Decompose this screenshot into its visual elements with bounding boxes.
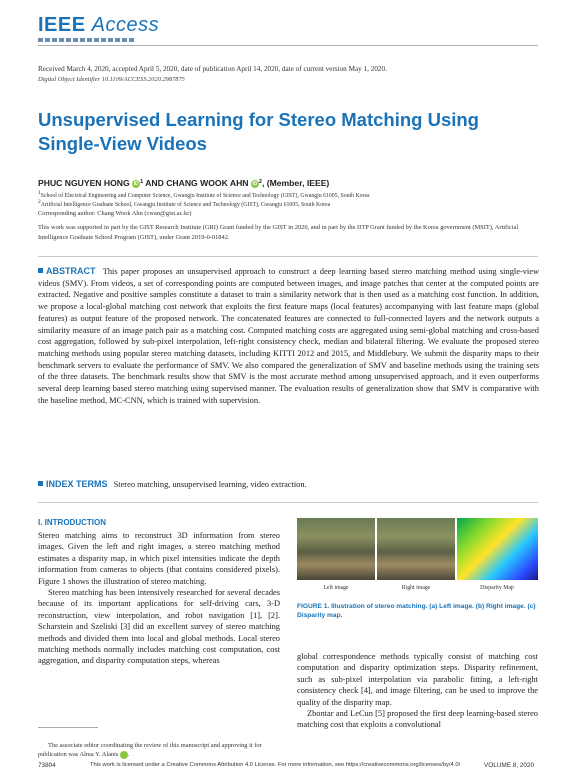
author-2-suffix: , (Member, IEEE) xyxy=(261,178,330,188)
volume-label: VOLUME 8, 2020 xyxy=(484,762,535,769)
editor-footnote-text: The associate editor coordinating the review of this manuscript and approving it for publication was Alma Y. Alanis xyxy=(38,742,262,758)
index-terms xyxy=(38,479,538,489)
col2-paragraph-1: global correspondence methods typically consist of matching cost computation and disparity optimization steps. Disparity refinement, such as sub-pixel interpolation via parabolic fitting, a left-right consistency check [4], and image filtering, can be used to improve the quality of the disparity map. xyxy=(297,652,538,707)
funding-note: This work was supported in part by the GIST Research Institute (GRI) Grant funded by the GIST in 2020, and in part by the IITP Grant funded by the Korea government (MSIT), Artificial Intelligence Graduate School Program (GIST), under Grant 2019-0-01842. xyxy=(38,224,519,241)
disparity-map-image xyxy=(457,518,538,580)
figure-1 xyxy=(297,518,538,591)
abstract xyxy=(38,266,539,406)
orcid-icon[interactable]: iD xyxy=(133,181,139,187)
figure-caption-label: FIGURE 1. xyxy=(297,603,330,610)
received-dates: Received March 4, 2020, accepted April 5, 2020, date of publication April 14, 2020, date of current version May 1, 2020. xyxy=(38,65,387,73)
index-terms-text: Stereo matching, unsupervised learning, video extraction. xyxy=(113,480,307,489)
author-2-affiliation: 2 xyxy=(258,179,262,185)
square-bullet-icon xyxy=(38,268,43,273)
col2-paragraph-2: Zbontar and LeCun [5] proposed the first deep learning-based stereo matching cost that exploits a convolutional xyxy=(297,709,538,730)
square-bullet-icon xyxy=(38,481,43,486)
orcid-icon[interactable]: iD xyxy=(120,751,128,759)
figure-caption xyxy=(297,602,538,620)
figure-caption-text: Illustration of stereo matching. (a) Left image. (b) Right image. (c) Disparity map. xyxy=(297,603,536,620)
intro-paragraph-1: Stereo matching aims to reconstruct 3D information from stereo images. Given the left and right images, a stereo matching method estimates a disparity map, in which pixel intensities indicate the depth information from cameras to objects (that contains considered pixels). Figure 1 shows the illustration of stereo matching. xyxy=(38,531,280,586)
abstract-divider xyxy=(38,256,538,257)
orcid-icon[interactable]: iD xyxy=(252,181,258,187)
intro-paragraph-2: Stereo matching has been intensively researched for several decades because of its important applications for self-driving cars, 3-D reconstruction, view interpolation, and robot navigation [1], [2]. Scharstein and Szeliski [3] did an excellent survey of stereo matching methods and divided them into local and global methods. Local stereo matching methods normally includes matching cost computation, cost aggregation, and disparity computation steps, whereas xyxy=(38,588,280,666)
affiliation-1-text: School of Electrical Engineering and Computer Science, Gwangju Institute of Science and Technology (GIST), Gwangju 61005, South Korea xyxy=(40,193,370,199)
logo-tagline xyxy=(38,38,134,42)
author-2: AND CHANG WOOK AHN xyxy=(145,178,249,188)
affiliation-2-text: Artificial Intelligence Graduate School, Gwangju Institute of Science and Technology (GIST), Gwangju 61005, South Korea xyxy=(40,202,331,208)
author-1: PHUC NGUYEN HONG xyxy=(38,178,130,188)
affiliation-1-number: 1 xyxy=(38,190,41,196)
right-image-label: Right image xyxy=(401,585,431,591)
author-1-affiliation: 1 xyxy=(140,179,144,185)
page-number: 73804 xyxy=(38,762,56,769)
right-image xyxy=(377,518,455,580)
abstract-label: ABSTRACT xyxy=(46,266,96,276)
disparity-map-label: Disparity Map xyxy=(480,585,514,591)
right-column xyxy=(297,651,538,731)
corresponding-author: Corresponding author: Chang Wook Ahn (cwan@gist.ac.kr) xyxy=(38,210,192,217)
index-divider xyxy=(38,502,538,503)
license-line: This work is licensed under a Creative Commons Attribution 4.0 License. For more information, see https://creativecommons.org/licenses/by/4.0/ xyxy=(90,762,461,768)
paper-title: Unsupervised Learning for Stereo Matching Using Single-View Videos xyxy=(38,109,479,154)
index-terms-label: INDEX TERMS xyxy=(46,479,108,489)
journal-logo xyxy=(38,14,159,37)
left-column xyxy=(38,530,280,667)
logo-ieee: IEEE xyxy=(38,14,86,36)
section-heading: I. INTRODUCTION xyxy=(38,518,106,527)
editor-footnote: The associate editor coordinating the review of this manuscript and approving it for publication was Alma Y. Alanis iD. xyxy=(38,742,262,758)
affiliation-2-number: 2 xyxy=(38,199,41,205)
logo-access: Access xyxy=(91,14,160,36)
author-line xyxy=(38,178,329,188)
affiliation-2 xyxy=(38,199,330,208)
abstract-text: This paper proposes an unsupervised approach to construct a deep learning based stereo matching method using single-view videos (SMV). From videos, a set of corresponding points are computed between images, and image patches that center at the computed points are extracted. Negative and positive samples constitute a dataset to train a similarity network that is then used as a matching cost function. In addition, we propose a local-global matching cost network that exploits the first feature maps (local features) accompanying with last feature maps (global features) as output feature of the proposed network. The concatenated features are connected to full-connected layers and the network outputs a similarity measure of an image patch pair as a matching cost. Computed matching costs are aggregated using semi-global matching and cross-based cost aggregation, followed by sub-pixel interpolation, left-right consistency check, median and bilateral filtering. We evaluate the proposed stereo matching methods using popular stereo matching datasets, including KITTI 2012 and 2015, and Middlebury. We submit the disparity maps to their benchmark servers to evaluate the performance of SMV. We also compared the generalization of SMV and baseline methods using the training sets of the three datasets. The benchmark results show that SMV is the most accurate method among unsupervised approach, and it even outperforms several deep learning based stereo matching using supervised manner. The evaluation results of generalization show that SMV is comparative with the baseline method, MC-CNN, which is trained with supervision. xyxy=(38,267,539,405)
left-image-label: Left image xyxy=(323,585,349,591)
left-image xyxy=(297,518,375,580)
footnote-divider xyxy=(38,727,98,728)
doi-line: Digital Object Identifier 10.1109/ACCESS.2020.2987875 xyxy=(38,76,185,83)
header-divider xyxy=(38,45,538,46)
affiliation-1 xyxy=(38,190,370,199)
